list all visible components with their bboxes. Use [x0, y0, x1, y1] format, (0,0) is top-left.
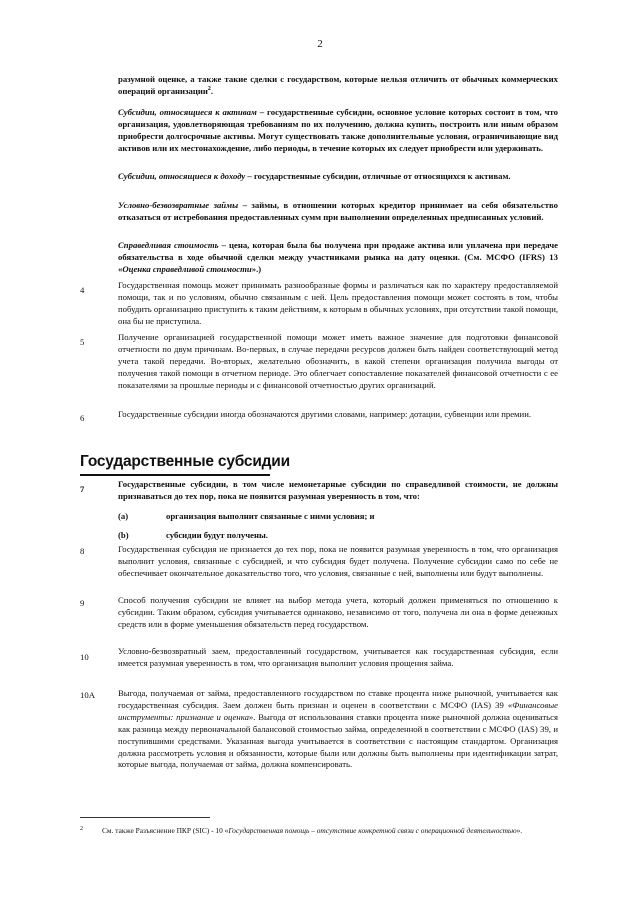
section-title-underline — [80, 474, 270, 476]
paragraph-text: Условно-безвозвратный заем, предоставленный государством, учитывается как государственная субсидия, если имеется разумная уверенность в том, что организация выполнит условия прощения займа. — [118, 646, 558, 668]
paragraph-number: 10 — [80, 652, 89, 662]
definition-continuation: разумной оценке, а также такие сделки с государством, которые нельзя отличить от обычных коммерческих операций организации$^2$. — [118, 74, 558, 96]
section-title: Государственные субсидии — [80, 453, 290, 470]
paragraph-number: 6 — [80, 413, 85, 423]
definition-assets-grants: Субсидии, относящиеся к активам – государственные субсидии, основное условие которых состоит в том, что организация, удовлетворяющая требованиям по их получению, должна купить, построить или иным образом приобрести долгосрочные активы. Могут существовать также дополнительные условия, ограничивающие вид активов или их местонахождение, либо периоды, в течение которых их следует приобрести или удерживать. — [118, 107, 559, 153]
paragraph-number: 7 — [80, 484, 85, 494]
paragraph-text: Выгода, получаемая от займа, предоставленного государством по ставке процента ниже рыночной, учитывается как государственная субсидия. Заем должен быть признан и оценен в соответствии с МСФО (IAS) 39 «Финансовые инструменты: признание и оценка». Выгода от использования ставки процента ниже рыночной должна оцениваться как разница между первоначальной балансовой стоимостью займа, определенной в соответствии с МСФО (IAS) 39, и поступившими средствами. Указанная выгода учитывается в соответствии с настоящим стандартом. Организация должна рассмотреть условия и обязанности, которые были или должны быть выполнены при идентификации затрат, которые выгода, получаемая от займа, должна компенсировать. — [118, 688, 558, 770]
footnote-separator — [80, 817, 210, 818]
paragraph-number: 9 — [80, 598, 85, 608]
footnote-mark: 2 — [80, 826, 83, 832]
list-item-text: субсидии будут получены. — [166, 530, 268, 540]
paragraph-text: Государственная помощь может принимать разнообразные формы и различаться как по характеру предоставляемой помощи, так и по условиям, обычно связанным с ней. Цель предоставления помощи может состоять в том, чтобы побудить организацию приступить к таким действиям, к которым в обычных условиях, при отсутствии такой помощи, она бы не приступила. — [118, 280, 559, 326]
paragraph-text: Государственная субсидия не признается до тех пор, пока не появится разумная уверенность в том, что организация выполнит условия, связанные с субсидией, и что субсидия будет получена. Получение субсидии само по себе не обеспечивает окончательное доказательство того, что условия, связанные с ней, выполнены или будут выполнены. — [118, 544, 558, 578]
definition-forgivable-loans: Условно-безвозвратные займы – займы, в отношении которых кредитор принимает на себя обязательство отказаться от истребования предоставленных сумм при выполнении определенных предписанных условий. — [118, 200, 558, 222]
paragraph-number: 4 — [80, 285, 85, 295]
definition-term: Справедливая стоимость — [118, 240, 219, 250]
standard-reference: Финансовые инструменты: признание и оценка — [118, 699, 558, 722]
definition-term: Субсидии, относящиеся к активам — [118, 107, 257, 117]
definition-fair-value: Справедливая стоимость – цена, которая была бы получена при продаже актива или уплачена при передаче обязательства в ходе обычной сделки между участниками рынка на дату оценки. (См. МСФО (IFRS) 13 «Оценка справедливой стоимости».) — [118, 240, 558, 274]
list-item — [118, 530, 268, 540]
definition-income-grants: Субсидии, относящиеся к доходу – государственные субсидии, отличные от относящихся к активам. — [118, 171, 511, 181]
page-number: 2 — [317, 38, 323, 50]
definition-term: Условно-безвозвратные займы — [118, 200, 239, 210]
paragraph-number: 10A — [80, 690, 95, 700]
list-item — [118, 511, 375, 521]
paragraph-text: Государственные субсидии иногда обозначаются другими словами, например: дотации, субвенции или премии. — [118, 409, 532, 419]
paragraph-number: 5 — [80, 337, 85, 347]
list-item-text: организация выполнит связанные с ними условия; и — [166, 511, 375, 521]
paragraph-text: Государственные субсидии, в том числе немонетарные субсидии по справедливой стоимости, не должны признаваться до тех пор, пока не появится разумная уверенность в том, что: — [118, 479, 558, 501]
definition-term: Субсидии, относящиеся к доходу — [118, 171, 246, 181]
standard-reference: Оценка справедливой стоимости — [122, 263, 252, 274]
footnote-ref: 2 — [207, 86, 211, 93]
list-item-label: (b) — [118, 530, 129, 540]
paragraph-text: Способ получения субсидии не влияет на выбор метода учета, который должен применяться по отношению к субсидии. Таким образом, субсидия учитывается одинаково, независимо от того, получена ли она в форме денежных средств или в форме уменьшения обязательств перед государством. — [118, 595, 558, 629]
footnote-reference: Государственная помощь – отсутствие конкретной связи с операционной деятельностью — [228, 826, 517, 835]
paragraph-text: Получение организацией государственной помощи может иметь важное значение для подготовки финансовой отчетности по двум причинам. Во-первых, в случае передачи ресурсов должен быть найден соответствующий метод учета такой передачи. Во-вторых, желательно обозначить, в какой степени организация получила выгоды от получения такой помощи в отчетном периоде. Это облегчает сопоставление показателей финансовой отчетности с ее показателями за прошлые периоды и с финансовой отчетностью других организаций. — [118, 332, 558, 390]
paragraph-number: 8 — [80, 546, 85, 556]
list-item-label: (a) — [118, 511, 129, 521]
